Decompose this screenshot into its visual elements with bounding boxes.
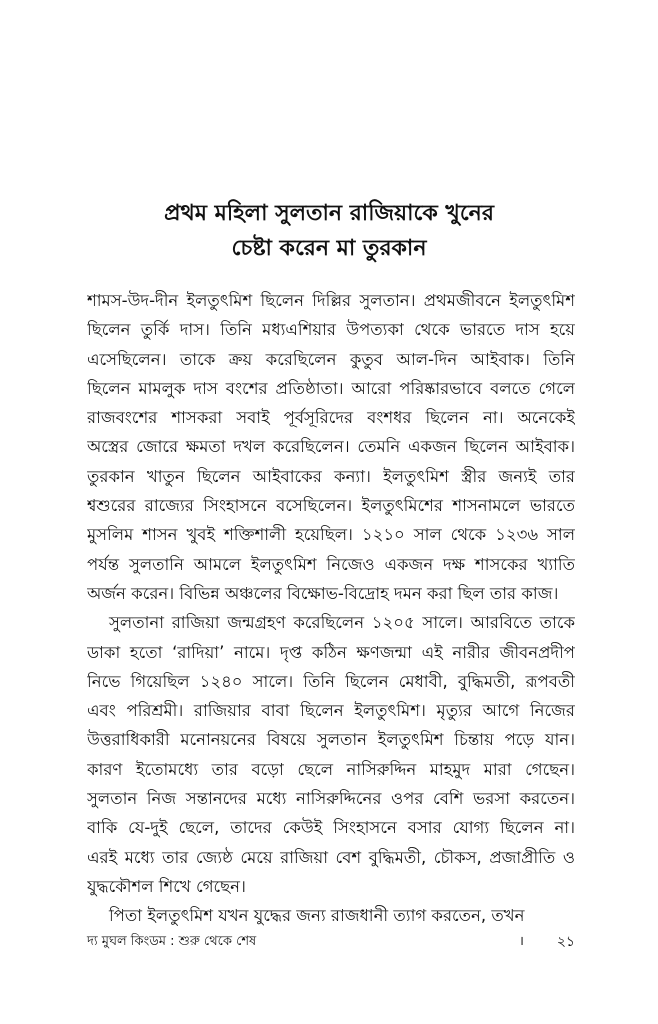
body-text <box>87 286 575 931</box>
body-line: শামস-উদ-দীন ইলতুৎমিশ ছিলেন দিল্লির সুলতান। প্রথমজীবনে ইলতুৎমিশ <box>87 291 575 310</box>
body-line: এসেছিলেন। তাকে ক্রয় করেছিলেন কুতুব আল-দিন আইবাক। তিনি <box>87 349 575 369</box>
chapter-title-line: প্রথম মহিলা সুলতান রাজিয়াকে খুনের <box>164 201 494 226</box>
footer-separator: । <box>519 934 524 949</box>
body-line: মুসলিম শাসন খুবই শক্তিশালী হয়েছিল। ১২১০ সাল থেকে ১২৩৬ সাল <box>87 525 575 545</box>
chapter-title <box>60 196 598 266</box>
body-line: শ্বশুরের রাজ্যের সিংহাসনে বসেছিলেন। ইলতুৎমিশের শাসনামলে ভারতে <box>87 496 575 516</box>
body-line: পিতা ইলতুৎমিশ যখন যুদ্ধের জন্য রাজধানী ত্যাগ করতেন, তখন <box>109 906 525 926</box>
body-line: সুলতান নিজ সন্তানদের মধ্যে নাসিরুদ্দিনের ওপর বেশি ভরসা করতেন। <box>87 789 575 809</box>
body-line: নিভে গিয়েছিল ১২৪০ সালে। তিনি ছিলেন মেধাবী, বুদ্ধিমতী, রূপবতী <box>87 671 575 691</box>
body-line: যুদ্ধকৌশল শিখে গেছেন। <box>87 876 246 896</box>
page-number: ২১ <box>556 934 575 950</box>
body-line: রাজবংশের শাসকরা সবাই পূর্বসূরিদের বংশধর ছিলেন না। অনেকেই <box>87 408 575 428</box>
body-line: ছিলেন তুর্কি দাস। তিনি মধ্যএশিয়ার উপত্যকা থেকে ভারতে দাস হয়ে <box>87 320 575 340</box>
body-line: অস্ত্রের জোরে ক্ষমতা দখল করেছিলেন। তেমনি একজন ছিলেন আইবাক। <box>87 437 575 457</box>
body-line: পর্যন্ত সুলতানি আমলে ইলতুৎমিশ নিজেও একজন দক্ষ শাসকের খ্যাতি <box>87 554 575 574</box>
body-line: ছিলেন মামলুক দাস বংশের প্রতিষ্ঠাতা। আরো পরিষ্কারভাবে বলতে গেলে <box>87 378 575 398</box>
body-line: তুরকান খাতুন ছিলেন আইবাকের কন্যা। ইলতুৎমিশ স্ত্রীর জন্যই তার <box>87 466 575 486</box>
body-line: অর্জন করেন। বিভিন্ন অঞ্চলের বিক্ষোভ-বিদ্রোহ দমন করা ছিল তার কাজ। <box>87 583 559 603</box>
body-line: কারণ ইতোমধ্যে তার বড়ো ছেলে নাসিরুদ্দিন মাহমুদ মারা গেছেন। <box>87 759 575 779</box>
body-line: এরই মধ্যে তার জ্যেষ্ঠ মেয়ে রাজিয়া বেশ বুদ্ধিমতী, চৌকস, প্রজাপ্রীতি ও <box>87 847 575 867</box>
body-line: উত্তরাধিকারী মনোনয়নের বিষয়ে সুলতান ইলতুৎমিশ চিন্তায় পড়ে যান। <box>87 730 575 750</box>
body-line: এবং পরিশ্রমী। রাজিয়ার বাবা ছিলেন ইলতুৎমিশ। মৃত্যুর আগে নিজের <box>87 701 575 721</box>
body-line: বাকি যে-দুই ছেলে, তাদের কেউই সিংহাসনে বসার যোগ্য ছিলেন না। <box>87 818 575 838</box>
body-line: ডাকা হতো ‘রাদিয়া’ নামে। দৃপ্ত কঠিন ক্ষণজন্মা এই নারীর জীবনপ্রদীপ <box>87 642 575 662</box>
chapter-title-line: চেষ্টা করেন মা তুরকান <box>231 236 427 261</box>
running-book-title: দ্য মুঘল কিংডম : শুরু থেকে শেষ <box>87 934 257 949</box>
body-line: সুলতানা রাজিয়া জন্মগ্রহণ করেছিলেন ১২০৫ সালে। আরবিতে তাকে <box>109 613 575 633</box>
